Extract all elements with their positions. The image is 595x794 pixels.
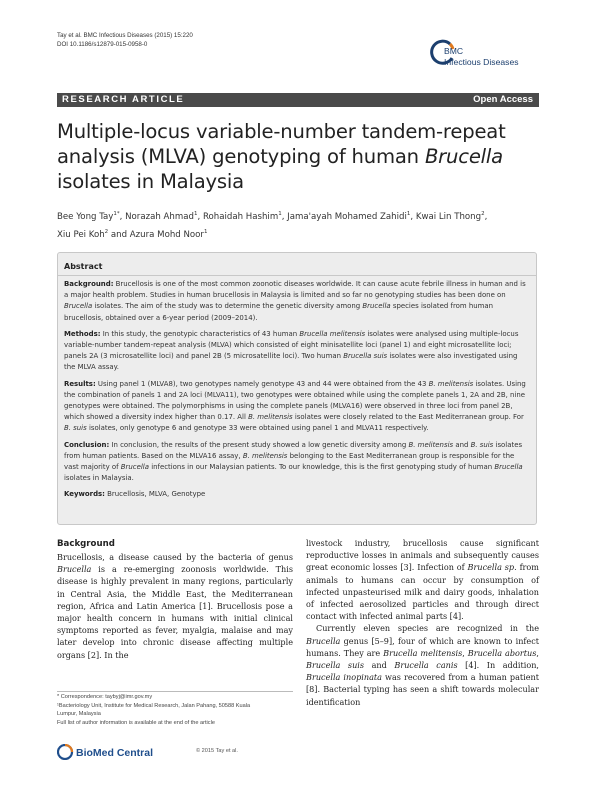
- abstract-text: species isolated from human brucellosis, obtained over a 6-year period (2009–2014).: [64, 302, 494, 322]
- abstract-italic: B. melitensis: [408, 440, 454, 449]
- author-affiliation: 1: [278, 211, 282, 217]
- body-text: genus [5–9], four of which are known to infect humans. They are: [306, 635, 539, 658]
- copyright-notice: © 2015 Tay et al.: [196, 748, 238, 754]
- publisher-logo: [57, 744, 177, 760]
- abstract-text: and: [453, 440, 471, 449]
- author-name: Norazah Ahmad: [125, 211, 194, 222]
- article-title: [57, 119, 547, 194]
- abstract-italic: Brucella: [362, 302, 391, 311]
- journal-logo-line2: Infectious Diseases: [444, 57, 519, 67]
- author-affiliation: 2: [104, 228, 109, 235]
- author-affiliation: 1*: [113, 211, 120, 217]
- body-text: ,: [462, 647, 468, 658]
- journal-logo-text: [444, 46, 519, 68]
- author-name: Kwai Lin Thong: [415, 211, 482, 222]
- body-italic: Brucella: [306, 635, 341, 646]
- abstract-text: isolates. Using the combination of panels 1 and 2A loci (MLVA11), two genotypes were obtained while using the complete panels 1, 2A and 2B, nine genotypes were obtained. The polymorphisms in using the complete panels (MLVA16) were observed in three loci from panel 2B, which showed a diversity index higher than 0.17. All: [64, 379, 526, 422]
- author-list: Bee Yong Tay$^{1*}$, Norazah Ahmad$^1$, Rohaidah Hashim$^1$, Jama'ayah Mohamed Zahidi$^1$, Kwai Lin Thong$^2$, Xiu Pei Koh$^2$ and Azura Mohd Noor$^1$: [57, 211, 488, 240]
- abstract-text: Brucellosis is one of the most common zoonotic diseases worldwide. It can cause acute febrile illness in human and is a major health problem. Studies in human brucellosis in Malaysia is limited and so far no genotyping studies has been done on: [64, 280, 526, 300]
- abstract-divider: [58, 275, 536, 276]
- body-text: from animals to humans can occur by consumption of infected unpasteurised milk and dairy goods, inhalation of infected aerosolized particles and through direct contact with infected animal parts [4].: [306, 562, 539, 622]
- abstract-keywords-label: Keywords:: [64, 490, 105, 499]
- body-paragraph: [306, 537, 539, 622]
- affiliation-line: ¹Bacteriology Unit, Institute for Medical Research, Jalan Pahang, 50588 Kuala: [57, 702, 251, 709]
- author-name: Rohaidah Hashim: [202, 211, 279, 222]
- abstract-conclusion-label: Conclusion:: [64, 440, 110, 449]
- abstract-italic: Brucella melitensis: [299, 329, 366, 338]
- abstract-background: [64, 279, 530, 324]
- body-text: Brucellosis, a disease caused by the bacteria of genus: [57, 552, 293, 562]
- footnote: [57, 693, 297, 727]
- abstract-results-label: Results:: [64, 379, 96, 388]
- abstract-text: isolates in Malaysia.: [64, 474, 134, 483]
- citation-line: Tay et al. BMC Infectious Diseases (2015) 15:220: [57, 32, 193, 39]
- abstract-conclusion: [64, 440, 530, 485]
- body-italic: Brucella melitensis: [383, 647, 463, 658]
- abstract-keywords-text: Brucellosis, MLVA, Genotype: [104, 490, 206, 499]
- abstract-italic: B. melitensis: [248, 413, 293, 422]
- doi-line[interactable]: DOI 10.1186/s12879-015-0958-0: [57, 41, 148, 48]
- abstract-text: isolates. The aim of the study was to determine the genetic diversity among: [92, 302, 363, 311]
- body-italic: Brucella abortus: [467, 647, 537, 658]
- abstract-methods-label: Methods:: [64, 329, 101, 338]
- affiliation-line: Lumpur, Malaysia: [57, 711, 101, 718]
- abstract-text: In conclusion, the results of the present study showed a low genetic diversity among: [109, 440, 409, 449]
- abstract-text: isolates, only genotype 6 and genotype 33 were obtained using panel 1 and MLVA11 respectively.: [86, 424, 429, 433]
- section-heading-background: Background: [57, 539, 115, 549]
- journal-logo-line1: BMC: [444, 46, 464, 56]
- biomed-central-logo-icon: [57, 744, 177, 760]
- abstract-text: isolates were also investigated using the MLVA assay.: [64, 352, 518, 372]
- author-name: Jama'ayah Mohamed Zahidi: [287, 211, 407, 222]
- abstract-text: isolates were closely related to the East Mediterranean group. For: [292, 413, 524, 422]
- publisher-name: BioMed Central: [76, 747, 154, 759]
- body-text: Currently eleven species are recognized in the: [316, 623, 539, 634]
- correspondence-email[interactable]: * Correspondence: taybyj@imr.gov.my: [57, 694, 153, 700]
- article-type-label: RESEARCH ARTICLE: [62, 94, 185, 105]
- citation-header: [57, 31, 193, 49]
- abstract-italic: Brucella: [494, 463, 523, 472]
- abstract-italic: B. melitensis: [428, 379, 474, 388]
- abstract-body: [64, 279, 530, 506]
- abstract-italic: Brucella: [64, 302, 93, 311]
- body-text: [4]. In addition,: [457, 660, 539, 671]
- author-affiliation: 1: [406, 211, 411, 217]
- body-italic: Brucella: [57, 564, 92, 575]
- abstract-methods: [64, 329, 530, 374]
- body-text: livestock industry, brucellosis cause significant reproductive losses in animals and subsequently causes great economic losses [3]. Infection of: [306, 538, 539, 573]
- abstract-background-label: Background:: [64, 280, 114, 288]
- article-type-banner: [57, 93, 539, 107]
- body-italic: Brucella suis: [306, 660, 365, 671]
- abstract-italic: B. melitensis: [242, 451, 288, 460]
- author-affiliation: 1: [203, 228, 208, 235]
- title-part1: Multiple-locus variable-number tandem-repeat analysis (MLVA) genotyping of human: [57, 120, 506, 168]
- abstract-results: [64, 379, 530, 435]
- body-column-left: [57, 538, 293, 661]
- abstract-text: Using panel 1 (MLVA8), two genotypes namely genotype 43 and 44 were obtained from the 43: [95, 379, 429, 388]
- open-access-label: Open Access: [473, 94, 533, 105]
- body-italic: Brucella inopinata: [306, 672, 382, 683]
- author-name: Xiu Pei Koh: [57, 229, 105, 240]
- abstract-italic: B. suis: [64, 424, 87, 433]
- author-name: Azura Mohd Noor: [129, 229, 204, 240]
- abstract-heading: Abstract: [64, 262, 103, 271]
- abstract-box: [57, 252, 537, 525]
- abstract-italic: B. suis: [470, 440, 494, 449]
- abstract-text: belonging to the East Mediterranean group is responsible for the vast majority of: [64, 451, 515, 472]
- abstract-text: In this study, the genotypic characteristics of 43 human: [100, 329, 300, 338]
- journal-logo: [430, 37, 550, 73]
- abstract-italic: Brucella suis: [343, 352, 388, 361]
- footnote-divider: [57, 691, 293, 692]
- abstract-text: isolates were analysed using multiple-locus variable-number tandem-repeat analysis (MLVA) which consisted of eight minisatellite loci (panel 1) and eight microsatellite loci; panels 2A (3 microsatellite loci) and panel 2B (5 microsatellite loci). Two human: [64, 329, 519, 361]
- abstract-text: isolates from human patients. Based on the MLVA16 assay,: [64, 440, 523, 460]
- body-paragraph: [57, 551, 293, 661]
- title-italic: Brucella: [424, 145, 503, 168]
- author-name: Bee Yong Tay: [57, 211, 114, 222]
- title-part2: isolates in Malaysia: [57, 170, 244, 193]
- body-italic: Brucella canis: [394, 660, 458, 671]
- author-info-note: Full list of author information is available at the end of the article: [57, 719, 215, 726]
- abstract-keywords: [64, 489, 530, 500]
- body-paragraph: [306, 622, 539, 707]
- body-text: ,: [536, 647, 539, 658]
- body-column-right: [306, 537, 539, 708]
- abstract-text: infections in our Malaysian patients. To our knowledge, this is the first genotyping study of human: [148, 463, 495, 472]
- body-text: and: [364, 660, 395, 671]
- body-text: is a re-emerging zoonosis worldwide. This disease is highly prevalent in many regions, particularly in Central Asia, the Middle East, the Mediterranean region, Africa and Latin America [1]. Brucellosis pose a major health concern in humans with initial clinical symptoms reported as fever, myalgia, malaise and may later develop into chronic disease affecting multiple organs [2]. In the: [57, 564, 293, 660]
- body-text: was recovered from a human patient [8]. Bacterial typing has seen a shift towards molecular identification: [306, 672, 539, 707]
- abstract-italic: Brucella: [120, 463, 149, 472]
- body-italic: Brucella sp.: [467, 562, 517, 573]
- author-affiliation: 1: [193, 211, 198, 217]
- author-affiliation: 2: [481, 211, 485, 217]
